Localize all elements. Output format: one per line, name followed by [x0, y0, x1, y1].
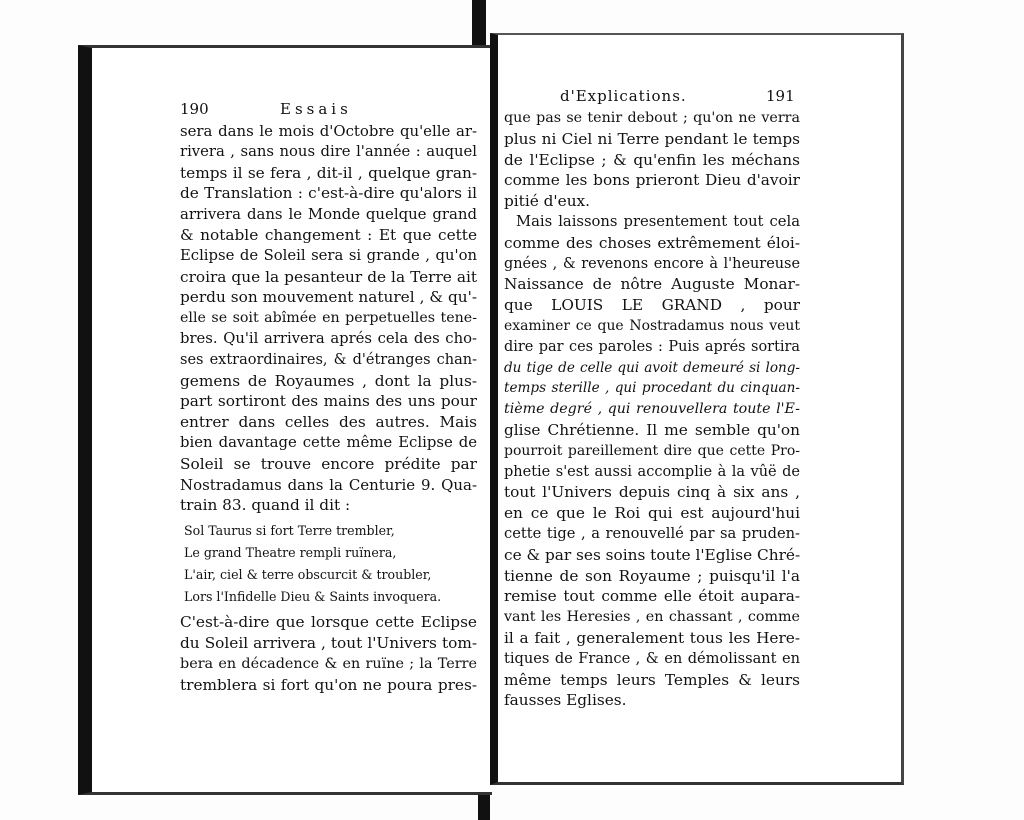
text-line: Eclipse de Soleil sera si grande , qu'on: [180, 246, 477, 264]
text-line: il a fait , generalement tous les Here-: [504, 628, 800, 647]
verse-line: L'air, ciel & terre obscurcit & troubler,: [184, 567, 432, 583]
text-line: Soleil se trouve encore prédite par: [180, 454, 477, 473]
text-line: temps sterille , qui procedant du cinquan-: [504, 380, 800, 397]
text-line: croira que la pesanteur de la Terre ait: [180, 267, 477, 286]
text-line: remise tout comme elle étoit aupara-: [504, 587, 800, 606]
text-line: vant les Heresies , en chassant , comme: [504, 609, 800, 626]
page-body: [504, 108, 800, 711]
text-line: part sortiront des mains des uns pour: [180, 392, 477, 411]
text-line: tième degré , qui renouvellera toute l'E-: [504, 401, 800, 418]
text-line: que LOUIS LE GRAND , pour: [504, 296, 800, 315]
text-line: perdu son mouvement naturel , & qu'-: [180, 288, 477, 307]
text-line: plus ni Ciel ni Terre pendant le temps: [504, 129, 800, 148]
running-head: Essais: [280, 100, 352, 118]
quatrain: [180, 520, 477, 608]
text-line: bres. Qu'il arrivera aprés cela des cho-: [180, 329, 477, 347]
text-line: tout l'Univers depuis cinq à six ans ,: [504, 483, 800, 502]
text-line: arrivera dans le Monde quelque grand: [180, 205, 477, 224]
text-line: Nostradamus dans la Centurie 9. Qua-: [180, 475, 477, 494]
text-line: C'est-à-dire que lorsque cette Eclipse: [180, 613, 477, 632]
verse-line: Sol Taurus si fort Terre trembler,: [184, 523, 395, 539]
text-line: gnées , & revenons encore à l'heureuse: [504, 255, 800, 272]
page-number: 190: [180, 100, 209, 118]
text-line: sera dans le mois d'Octobre qu'elle ar-: [180, 122, 477, 140]
right-page: [490, 33, 904, 785]
text-line: pourroit pareillement dire que cette Pro-: [504, 442, 800, 459]
text-line: que pas se tenir debout ; qu'on ne verra: [504, 110, 800, 126]
text-line: & notable changement : Et que cette: [180, 225, 477, 244]
text-line: train 83. quand il dit :: [180, 496, 351, 515]
text-line: comme des choses extrêmement éloi-: [504, 233, 800, 252]
text-line: fausses Eglises.: [504, 691, 627, 710]
text-line: elle se soit abîmée en perpetuelles tene-: [180, 310, 477, 327]
verse-line: Lors l'Infidelle Dieu & Saints invoquera.: [184, 589, 442, 605]
text-line: cette tige , a renouvellé par sa pruden-: [504, 524, 800, 542]
text-line: gemens de Royaumes , dont la plus-: [180, 371, 477, 390]
text-line: ce & par ses soins toute l'Eglise Chré-: [504, 545, 801, 564]
text-line: Mais laissons presentement tout cela: [516, 212, 800, 230]
text-line: dire par ces paroles : Puis aprés sortira: [504, 338, 800, 355]
text-line: examiner ce que Nostradamus nous veut: [504, 317, 800, 334]
page-body: [180, 121, 477, 695]
text-line: en ce que le Roi qui est aujourd'hui: [504, 504, 800, 523]
text-line: tiques de France , & en démolissant en: [504, 649, 800, 667]
text-line: ses extraordinaires, & d'étranges chan-: [180, 351, 477, 368]
text-line: bien davantage cette même Eclipse de: [180, 433, 477, 451]
text-line: pitié d'eux.: [504, 192, 591, 211]
text-line: temps il se fera , dit-il , quelque gran-: [180, 163, 477, 182]
left-page: [78, 45, 492, 795]
text-line: entrer dans celles des autres. Mais: [180, 413, 477, 432]
text-line: de Translation : c'est-à-dire qu'alors il: [180, 184, 477, 203]
text-line: du Soleil arrivera , tout l'Univers tom-: [180, 633, 477, 652]
text-line: Naissance de nôtre Auguste Monar-: [504, 275, 800, 294]
text-line: tienne de son Royaume ; puisqu'il l'a: [504, 566, 800, 585]
text-line: de l'Eclipse ; & qu'enfin les méchans: [504, 150, 800, 169]
text-line: tremblera si fort qu'on ne poura pres-: [180, 675, 477, 694]
running-head: d'Explications.: [560, 87, 687, 105]
text-line: comme les bons prieront Dieu d'avoir: [504, 171, 800, 190]
verse-line: Le grand Theatre rempli ruïnera,: [184, 545, 397, 561]
text-line: du tige de celle qui avoit demeuré si long-: [504, 359, 800, 376]
text-line: bera en décadence & en ruïne ; la Terre: [180, 655, 477, 672]
text-line: phetie s'est aussi accomplie à la vûë de: [504, 463, 800, 480]
book-spine-top: [472, 0, 486, 50]
text-line: rivera , sans nous dire l'année : auquel: [180, 142, 477, 160]
page-number: 191: [766, 87, 795, 105]
text-line: glise Chrétienne. Il me semble qu'on: [504, 420, 800, 439]
text-line: même temps leurs Temples & leurs: [504, 670, 800, 689]
